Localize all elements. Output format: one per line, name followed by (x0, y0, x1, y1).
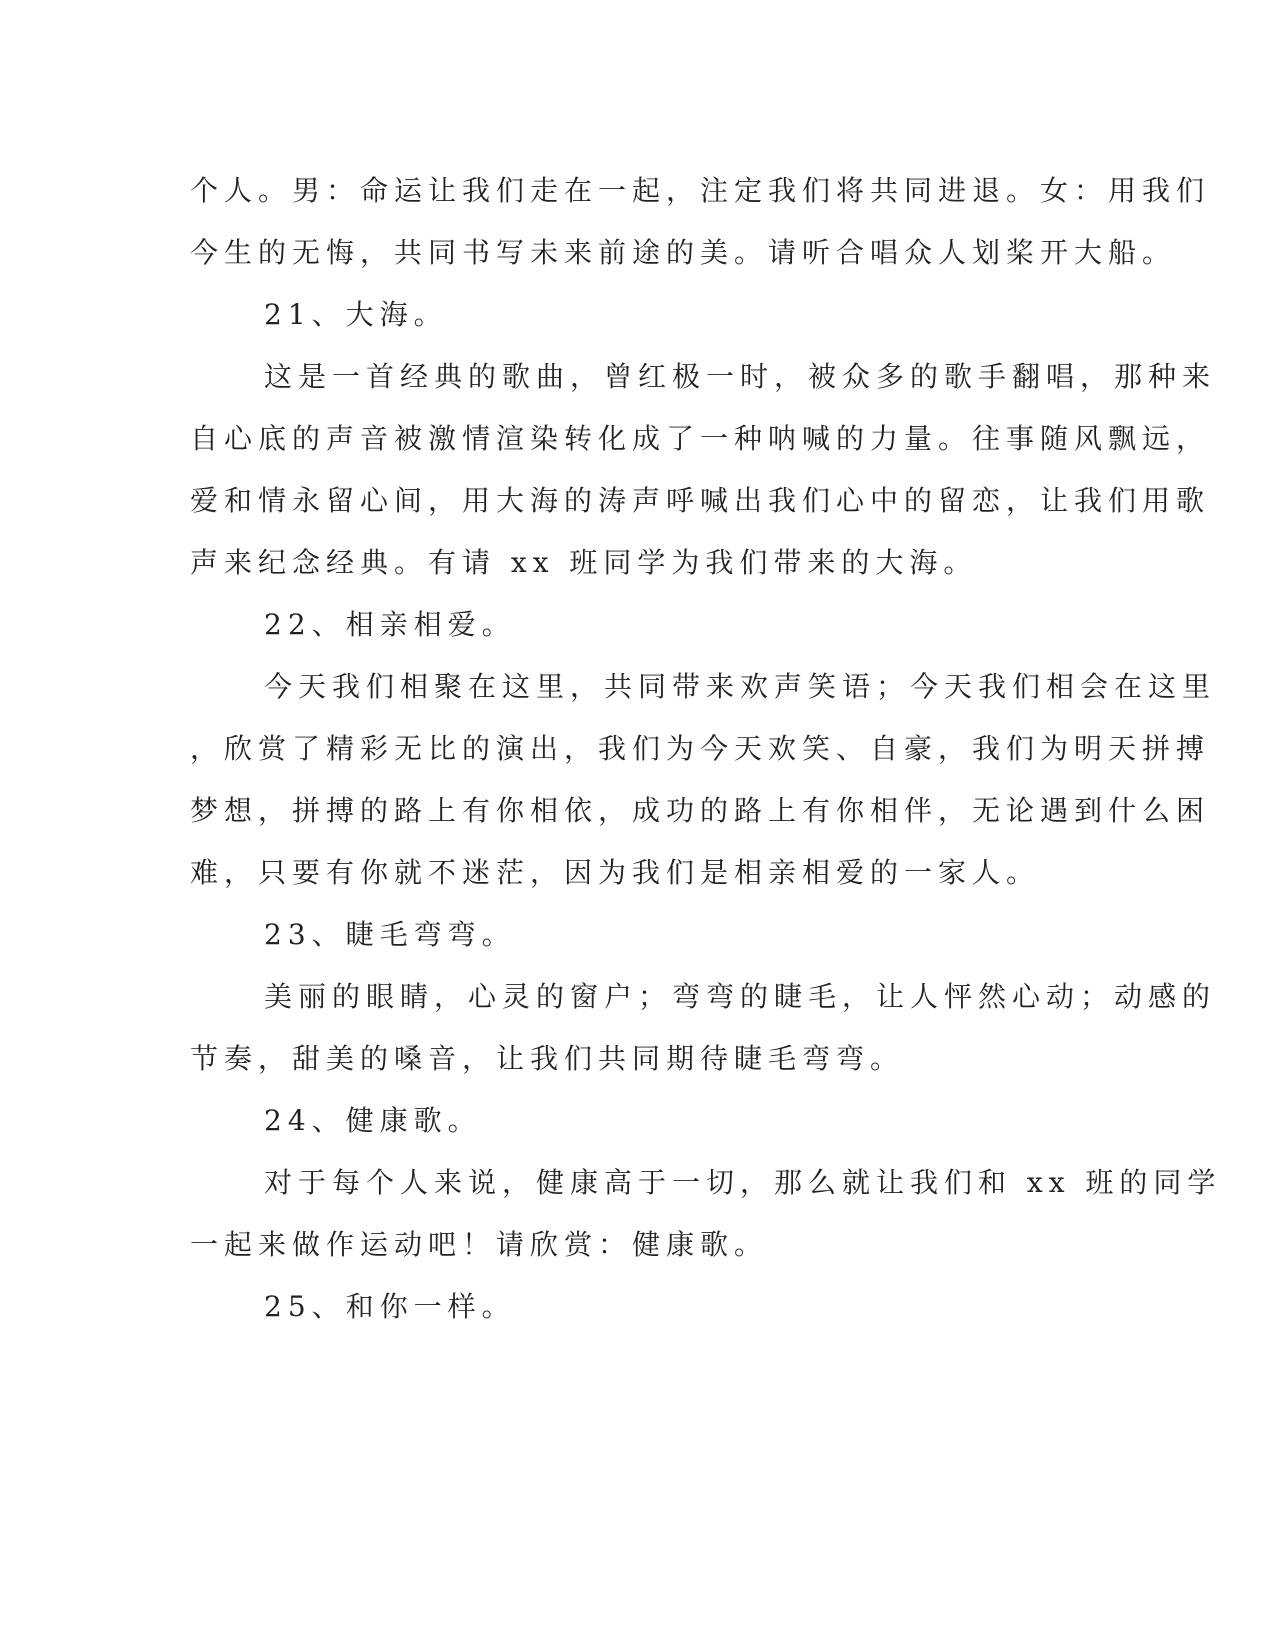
heading-24: 24、健康歌。 (264, 1104, 482, 1137)
heading-23: 23、睫毛弯弯。 (264, 918, 516, 951)
text-line-11: 梦想，拼搏的路上有你相依，成功的路上有你相伴，无论遇到什么困 (190, 794, 1211, 827)
text-line-17: 对于每个人来说，健康高于一切，那么就让我们和 xx 班的同学 (264, 1166, 1222, 1199)
text-line-6: 爱和情永留心间，用大海的涛声呼喊出我们心中的留恋，让我们用歌 (190, 484, 1211, 517)
heading-22: 22、相亲相爱。 (264, 608, 516, 641)
text-line-10: ，欣赏了精彩无比的演出，我们为今天欢笑、自豪，我们为明天拼搏 (190, 732, 1211, 765)
heading-21: 21、大海。 (264, 298, 448, 331)
text-line-4: 这是一首经典的歌曲，曾红极一时，被众多的歌手翻唱，那种来 (264, 360, 1217, 393)
text-line-14: 美丽的眼睛，心灵的窗户；弯弯的睫毛，让人怦然心动；动感的 (264, 980, 1217, 1013)
text-line-9: 今天我们相聚在这里，共同带来欢声笑语；今天我们相会在这里 (264, 670, 1217, 703)
text-line-5: 自心底的声音被激情渲染转化成了一种呐喊的力量。往事随风飘远， (190, 422, 1211, 455)
text-line-1: 个人。男：命运让我们走在一起，注定我们将共同进退。女：用我们 (190, 174, 1211, 207)
document-body (190, 160, 1222, 1338)
text-line-2: 今生的无悔，共同书写未来前途的美。请听合唱众人划桨开大船。 (190, 236, 1177, 269)
text-line-15: 节奏，甜美的嗓音，让我们共同期待睫毛弯弯。 (190, 1042, 905, 1075)
text-line-18: 一起来做作运动吧！请欣赏：健康歌。 (190, 1228, 769, 1261)
text-line-7: 声来纪念经典。有请 xx 班同学为我们带来的大海。 (190, 546, 978, 579)
heading-25: 25、和你一样。 (264, 1290, 516, 1323)
text-line-12: 难，只要有你就不迷茫，因为我们是相亲相爱的一家人。 (190, 856, 1041, 889)
